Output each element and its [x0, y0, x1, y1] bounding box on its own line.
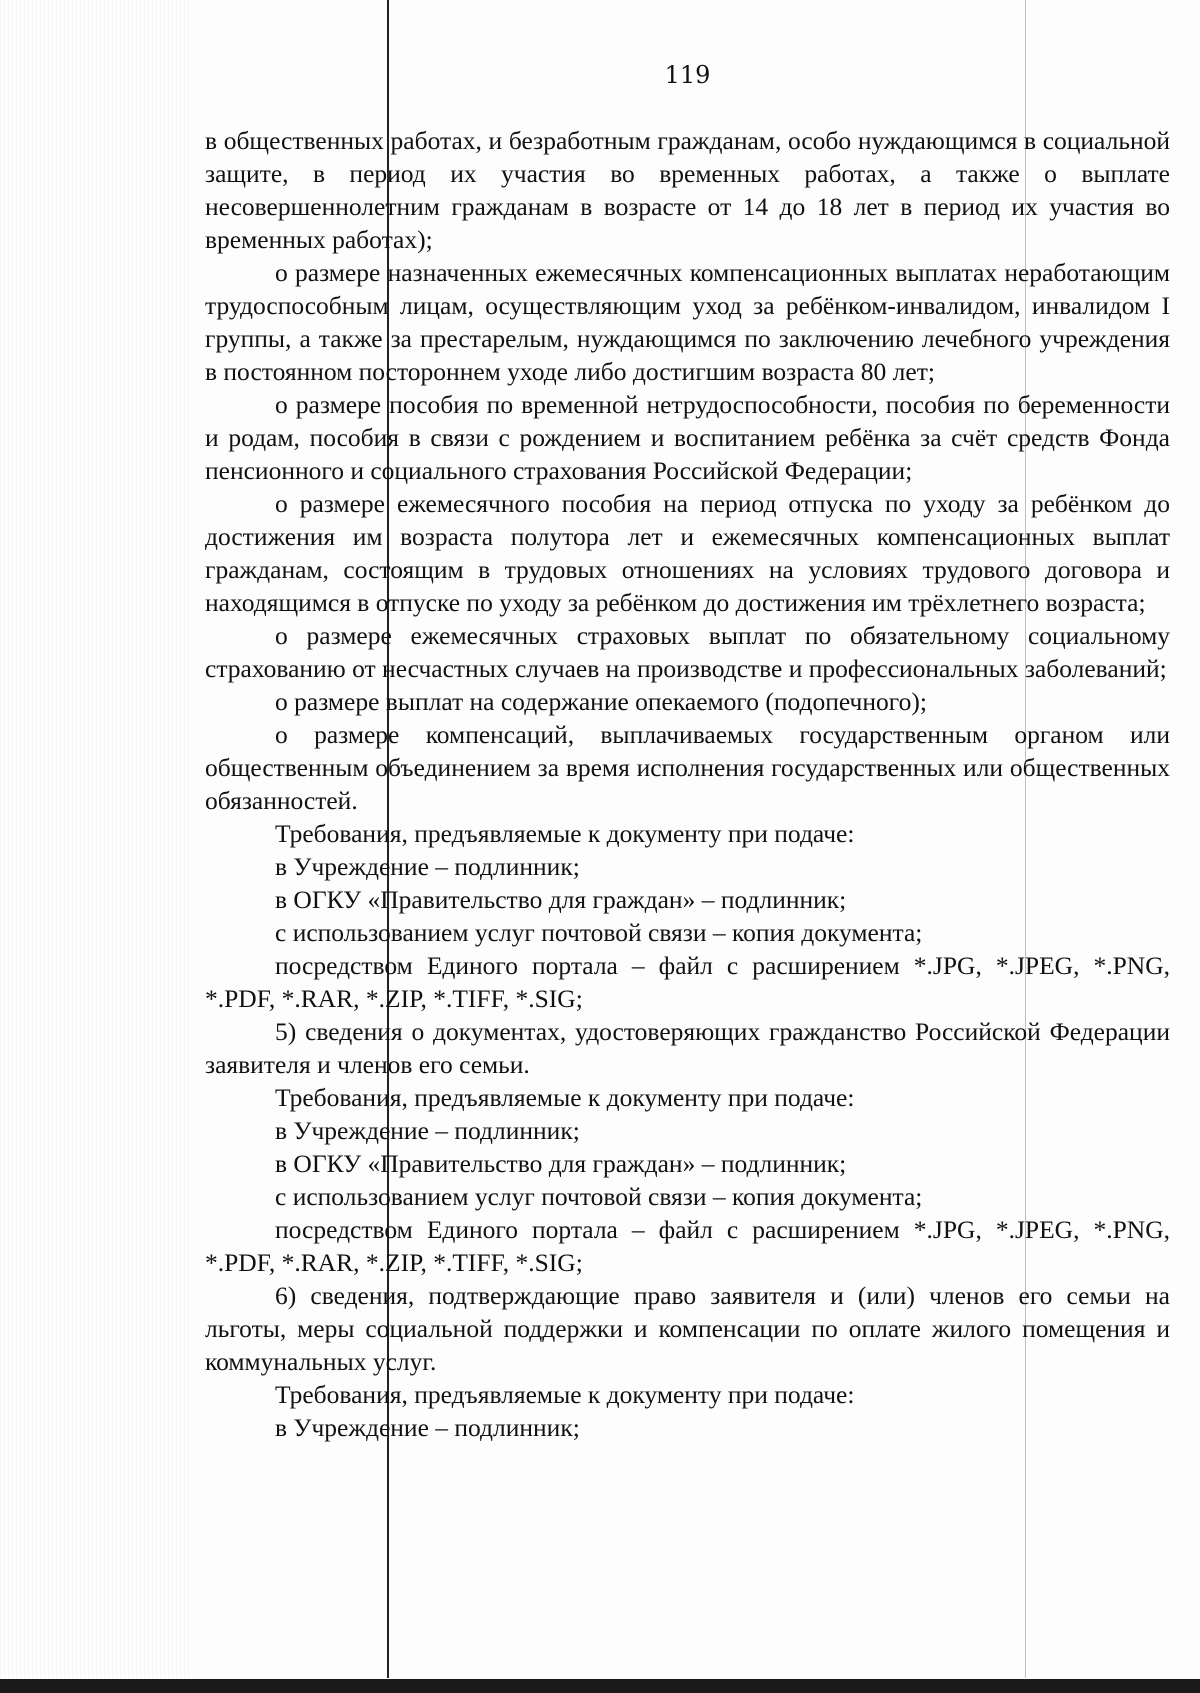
paragraph: о размере назначенных ежемесячных компенсационных выплатах неработающим трудоспособным лицам, осуществляющим уход за ребёнком-инвалидом, инвалидом I группы, а также за престарелым, нуждающимся по заключению лечебного учреждения в постоянном постороннем уходе либо достигшим возраста 80 лет;	[205, 258, 1170, 386]
paragraph: в ОГКУ «Правительство для граждан» – подлинник;	[275, 1149, 847, 1178]
paragraph: Требования, предъявляемые к документу при подаче:	[275, 1380, 855, 1409]
paragraph: о размере пособия по временной нетрудоспособности, пособия по беременности и родам, пособия в связи с рождением и воспитанием ребёнка за счёт средств Фонда пенсионного и социального страхования Российской Федерации;	[205, 390, 1170, 485]
paragraph: 6) сведения, подтверждающие право заявителя и (или) членов его семьи на льготы, меры социальной поддержки и компенсации по оплате жилого помещения и коммунальных услуг.	[205, 1281, 1170, 1376]
paragraph: о размере ежемесячных страховых выплат по обязательному социальному страхованию от несчастных случаев на производстве и профессиональных заболеваний;	[205, 621, 1170, 683]
paragraph: о размере компенсаций, выплачиваемых государственным органом или общественным объединением за время исполнения государственных или общественных обязанностей.	[205, 720, 1170, 815]
paragraph: посредством Единого портала – файл с расширением *.JPG, *.JPEG, *.PNG, *.PDF, *.RAR, *.ZIP, *.TIFF, *.SIG;	[205, 951, 1170, 1013]
paragraph: о размере выплат на содержание опекаемого (подопечного);	[275, 687, 927, 716]
paragraph: с использованием услуг почтовой связи – копия документа;	[275, 1182, 923, 1211]
paragraph: посредством Единого портала – файл с расширением *.JPG, *.JPEG, *.PNG, *.PDF, *.RAR, *.ZIP, *.TIFF, *.SIG;	[205, 1215, 1170, 1277]
paragraph: в ОГКУ «Правительство для граждан» – подлинник;	[275, 885, 847, 914]
scan-bottom-edge	[0, 1679, 1200, 1693]
paragraph: в Учреждение – подлинник;	[275, 1413, 580, 1442]
paragraph: в общественных работах, и безработным гражданам, особо нуждающимся в социальной защите, в период их участия во временных работах, а также о выплате несовершеннолетним гражданам в возрасте от 14 до 18 лет в период их участия во временных работах);	[205, 126, 1170, 254]
paragraph: в Учреждение – подлинник;	[275, 852, 580, 881]
document-body	[205, 124, 1170, 1444]
page-number: 119	[664, 61, 711, 89]
paragraph: о размере ежемесячного пособия на период отпуска по уходу за ребёнком до достижения им возраста полутора лет и ежемесячных компенсационных выплат гражданам, состоящим в трудовых отношениях на условиях трудового договора и находящимся в отпуске по уходу за ребёнком до достижения им трёхлетнего возраста;	[205, 489, 1170, 617]
paragraph: Требования, предъявляемые к документу при подаче:	[275, 819, 855, 848]
paragraph: 5) сведения о документах, удостоверяющих гражданство Российской Федерации заявителя и членов его семьи.	[205, 1017, 1170, 1079]
scan-noise	[0, 0, 190, 1693]
paragraph: Требования, предъявляемые к документу при подаче:	[275, 1083, 855, 1112]
paragraph: в Учреждение – подлинник;	[275, 1116, 580, 1145]
paragraph: с использованием услуг почтовой связи – копия документа;	[275, 918, 923, 947]
